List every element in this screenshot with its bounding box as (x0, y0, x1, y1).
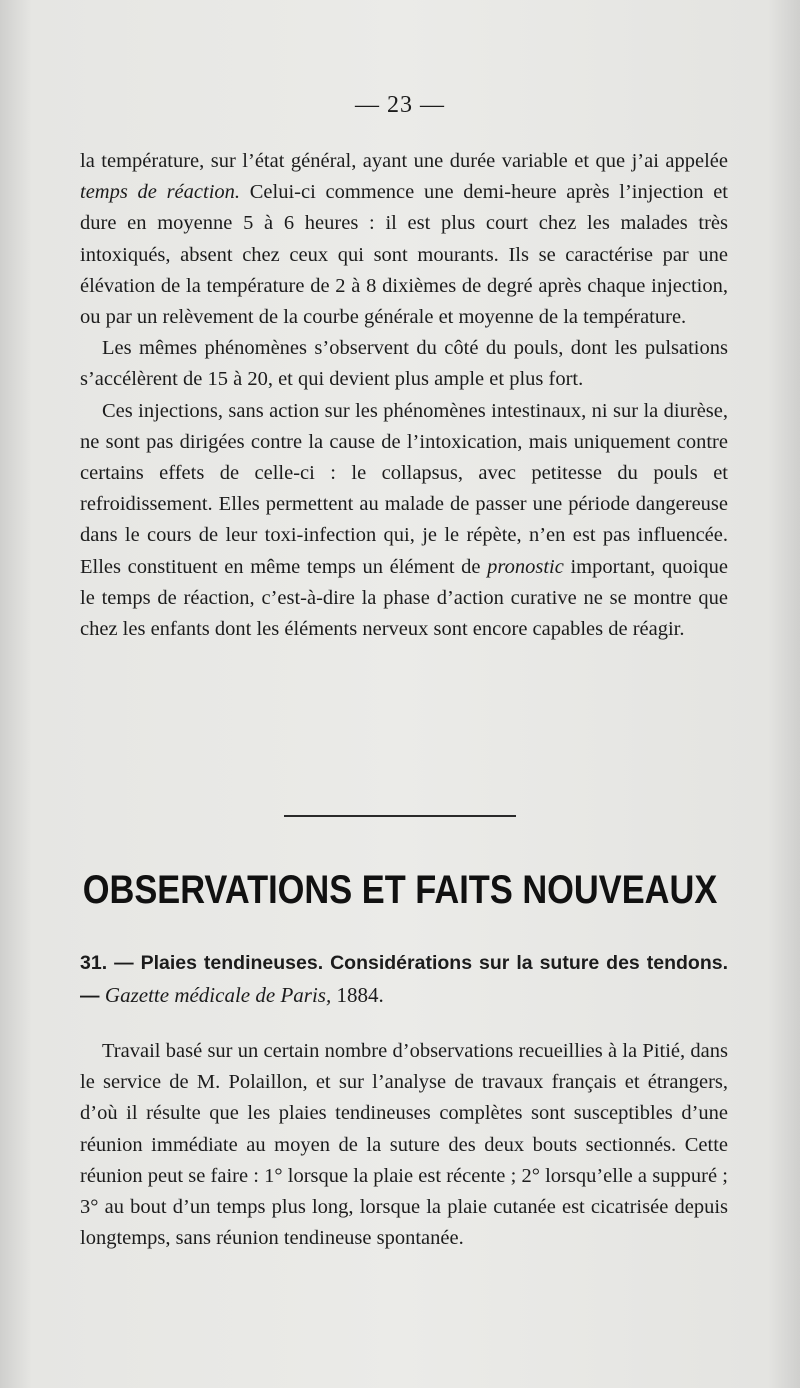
section-title: OBSERVATIONS ET FAITS NOUVEAUX (82, 868, 718, 912)
body-text (80, 146, 728, 645)
paragraph-2: Les mêmes phénomènes s’observent du côté du pouls, dont les pulsations s’accélèrent de 15 à 20, et qui devient plus ample et plus fort. (80, 337, 728, 391)
paragraph-3 (80, 396, 728, 646)
entry-description: Travail basé sur un certain nombre d’observations recueillies à la Pitié, dans le service de M. Polaillon, et sur l’analyse de travaux français et étrangers, d’où il résulte que les plaies tendineuses complètes sont susceptibles d’une réunion immédiate au moyen de la suture des deux bouts sectionnés. Cette réunion peut se faire : 1° lorsque la plaie est récente ; 2° lorsqu’elle a suppuré ; 3° au bout d’un temps plus long, lorsque la plaie cutanée est cicatrisée depuis longtemps, sans réunion tendineuse spontanée. (80, 1040, 728, 1250)
paragraph-3-before: Ces injections, sans action sur les phénomènes intestinaux, ni sur la diurèse, ne sont pas dirigées contre la cause de l’intoxication, mais uniquement contre certains effets de celle-ci : le collapsus, avec petitesse du pouls et refroidissement. Elles permettent au malade de passer une période dangereuse dans le cours de leur toxi-infection qui, je le répète, n’en est pas influencée. Elles constituent en même temps un élément de (80, 399, 728, 578)
paragraph-3-after: important, quoique le temps de réaction, c’est-à-dire la phase d’action curative ne se montre que chez les enfants dont les éléments nerveux sont encore capables de réagir. (80, 555, 728, 641)
paragraph-1-after: Celui-ci commence une demi-heure après l’injection et dure en moyenne 5 à 6 heures : il est plus court chez les malades très intoxiqués, absent chez ceux qui sont mourants. Ils se caractérise par une élévation de la température de 2 à 8 dixièmes de degré après chaque injection, ou par un relèvement de la courbe générale et moyenne de la température. (80, 181, 729, 329)
page-number: — 23 — (355, 92, 445, 118)
paragraph-3-emphasis: pronostic (487, 555, 564, 578)
paragraph-1-emphasis: temps de réaction. (80, 181, 241, 204)
paragraph-1-before: la température, sur l’état général, ayant une durée variable et que j’ai appelée (80, 150, 728, 172)
entry-year: 1884. (331, 983, 384, 1007)
entry-source: Gazette médicale de Paris, (104, 983, 332, 1007)
bibliography-entry (80, 946, 728, 1012)
section-divider (284, 815, 516, 817)
entry-title: 31. — Plaies tendineuses. Considérations sur la suture des tendons. — (80, 952, 728, 1007)
paragraph-1 (80, 146, 728, 333)
